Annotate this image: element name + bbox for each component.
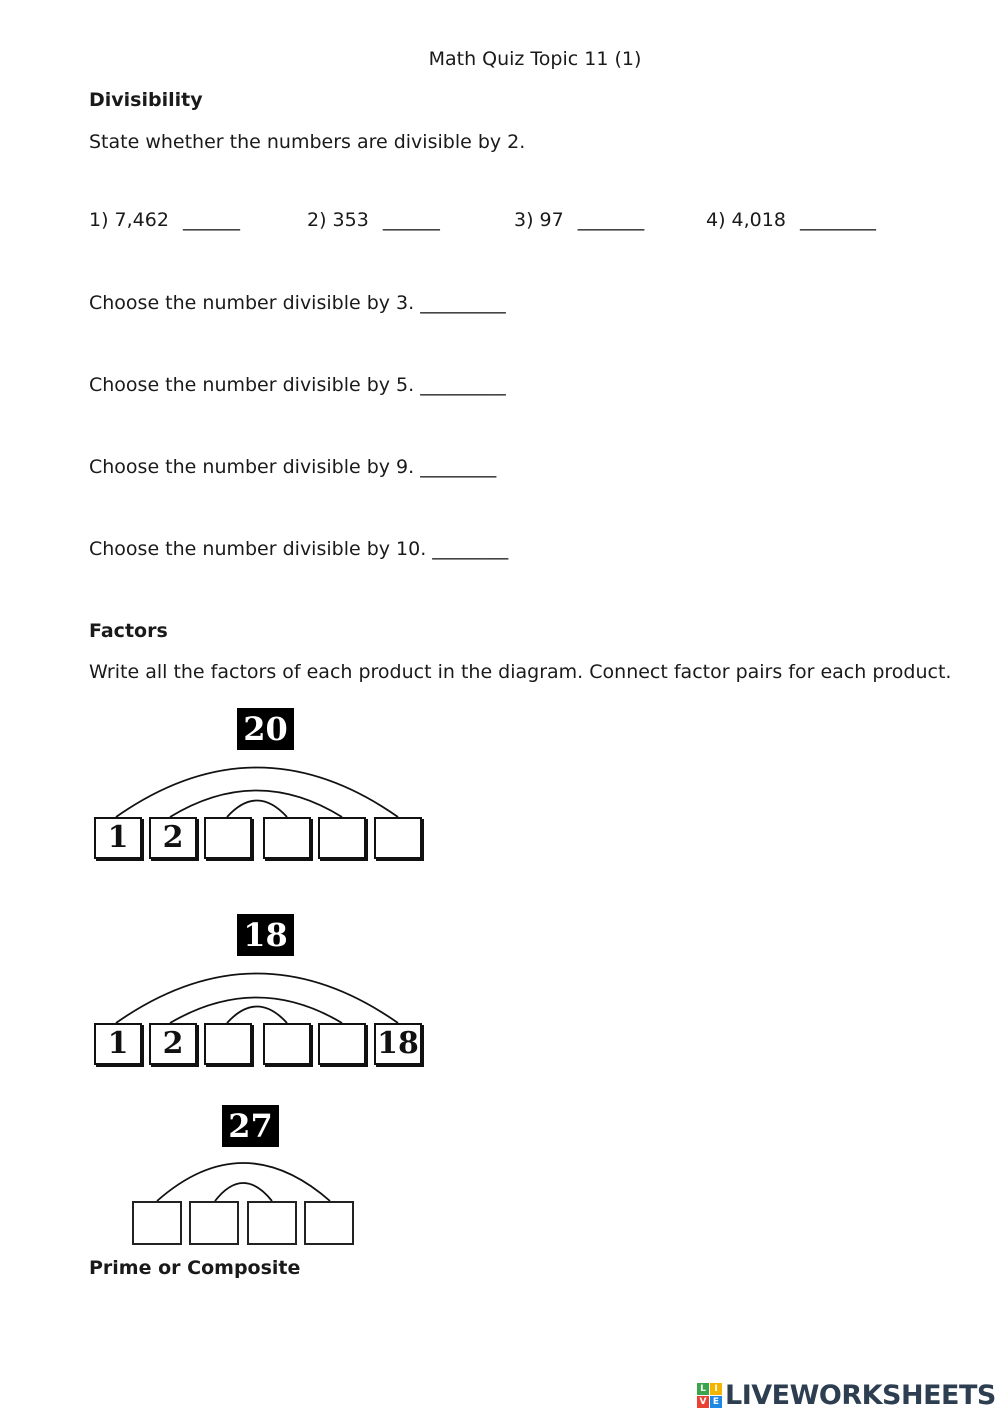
- factor-box[interactable]: 1: [94, 1023, 142, 1065]
- factor-box[interactable]: 2: [149, 817, 197, 859]
- logo-mark-letter: L: [697, 1383, 709, 1395]
- product-label-20: 20: [237, 708, 294, 750]
- logo-mark-letter: V: [697, 1396, 709, 1408]
- choose-divisible-by-5[interactable]: Choose the number divisible by 5. _________: [89, 374, 506, 396]
- choose-divisible-by-3[interactable]: Choose the number divisible by 3. _________: [89, 292, 506, 314]
- logo-mark-letter: E: [710, 1396, 722, 1408]
- factor-box[interactable]: 2: [149, 1023, 197, 1065]
- choose-divisible-by-10[interactable]: Choose the number divisible by 10. ________: [89, 538, 509, 560]
- factors-heading: Factors: [89, 620, 168, 642]
- question-label: 1) 7,462: [89, 209, 169, 231]
- factor-box[interactable]: 1: [94, 817, 142, 859]
- question-label: 2) 353: [307, 209, 369, 231]
- answer-blank[interactable]: ______: [182, 209, 240, 231]
- arc-outer: [157, 1163, 330, 1201]
- liveworksheets-logo: [697, 1378, 996, 1412]
- factor-box[interactable]: 18: [374, 1023, 422, 1065]
- logo-text: LIVEWORKSHEETS: [725, 1379, 996, 1411]
- answer-blank[interactable]: ______: [382, 209, 440, 231]
- question-label: 3) 97: [514, 209, 564, 231]
- arc-inner: [215, 1183, 272, 1201]
- prime-composite-heading: Prime or Composite: [89, 1257, 301, 1279]
- factor-box[interactable]: [247, 1201, 297, 1245]
- product-label-27: 27: [222, 1105, 279, 1147]
- answer-blank[interactable]: ________: [799, 209, 876, 231]
- divisibility-instruction: State whether the numbers are divisible by 2.: [89, 131, 526, 153]
- question-label: 4) 4,018: [706, 209, 786, 231]
- logo-mark-letter: I: [710, 1383, 722, 1395]
- factors-instruction: Write all the factors of each product in the diagram. Connect factor pairs for each product.: [89, 661, 952, 683]
- product-label-18: 18: [237, 914, 294, 956]
- divisibility-heading: Divisibility: [89, 89, 203, 111]
- factor-box[interactable]: [189, 1201, 239, 1245]
- choose-divisible-by-9[interactable]: Choose the number divisible by 9. ________: [89, 456, 497, 478]
- factor-box[interactable]: [132, 1201, 182, 1245]
- factor-box[interactable]: [304, 1201, 354, 1245]
- logo-mark-icon: [697, 1383, 722, 1408]
- answer-blank[interactable]: _______: [577, 209, 645, 231]
- page-title: Math Quiz Topic 11 (1): [428, 48, 642, 70]
